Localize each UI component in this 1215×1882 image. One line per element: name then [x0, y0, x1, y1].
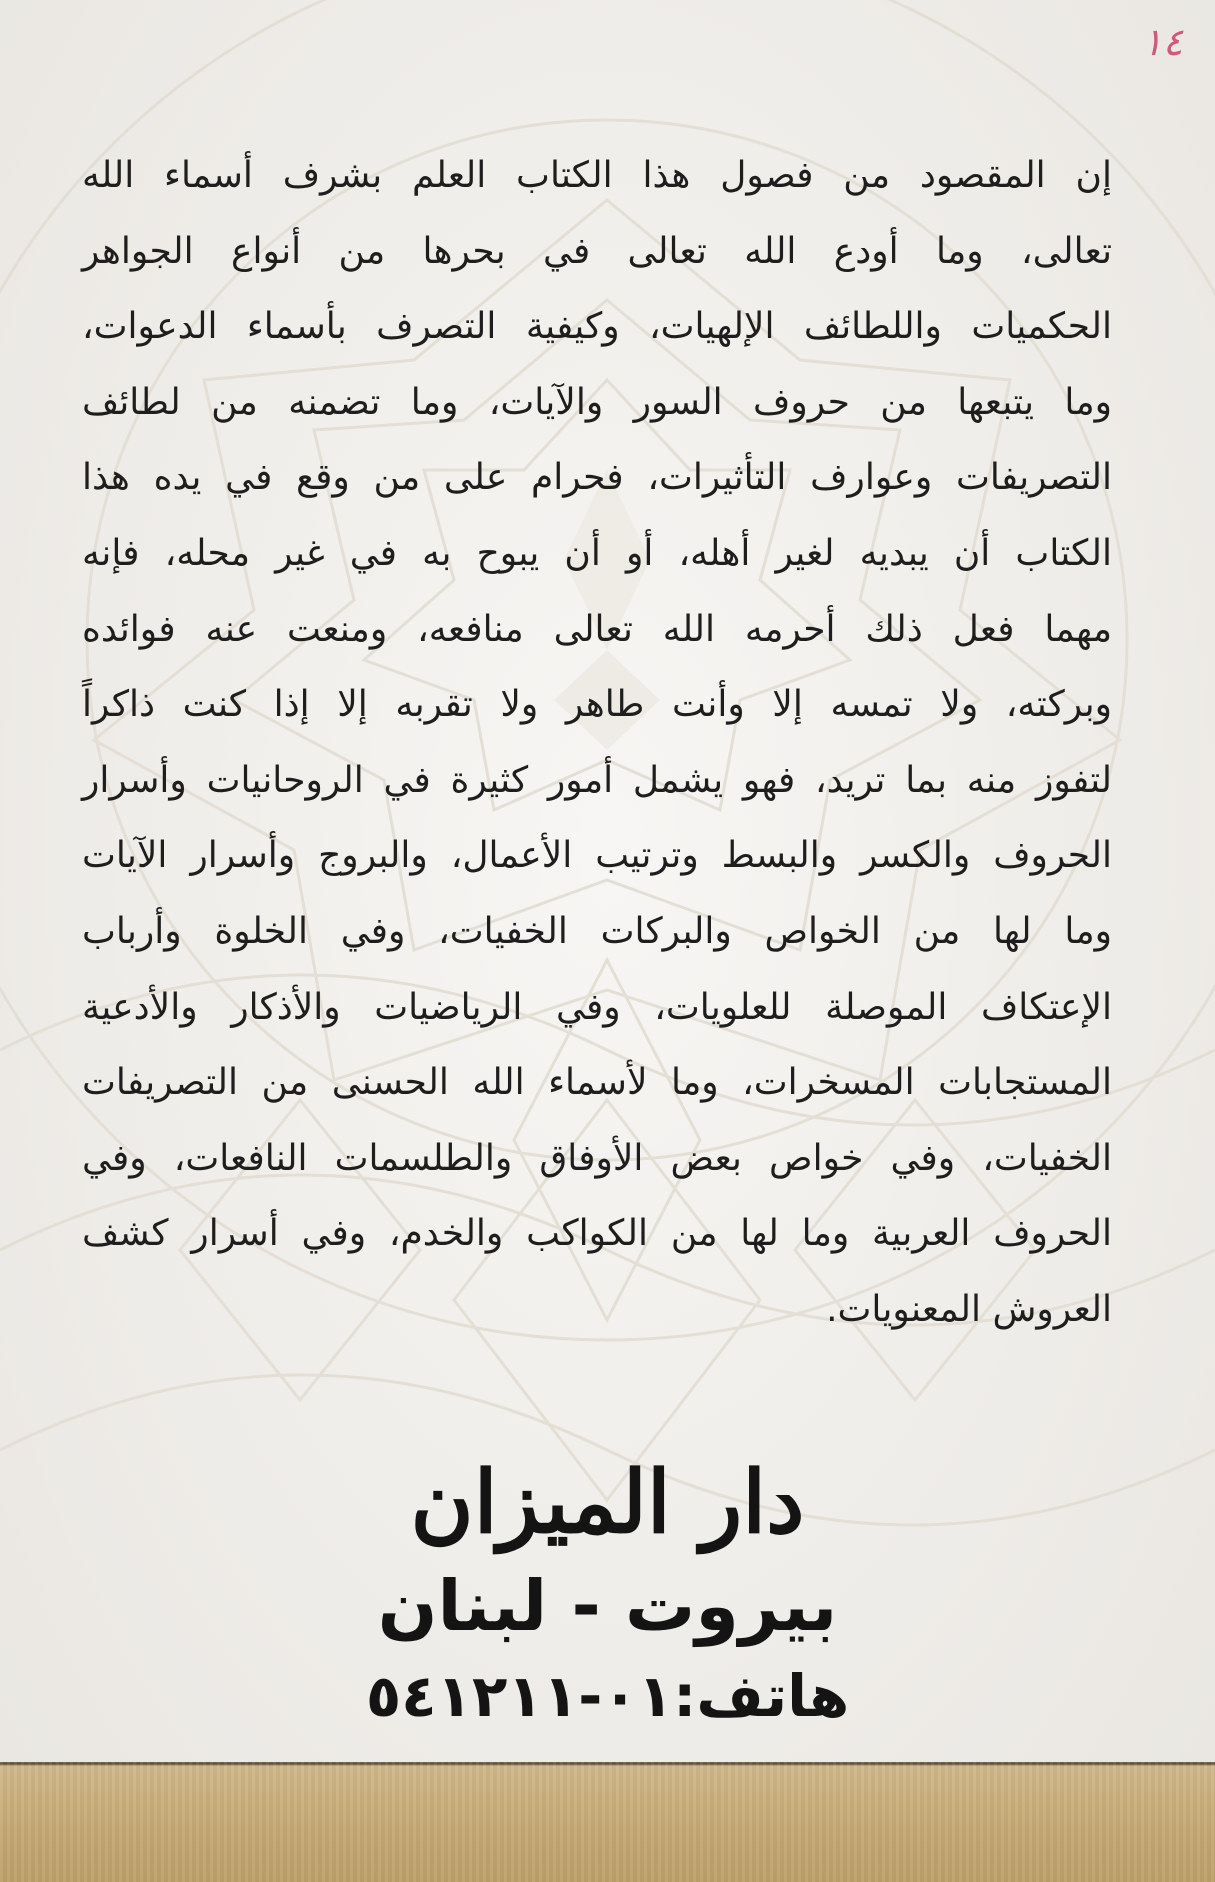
text-line: وما يتبعها من حروف السور والآيات، وما تضمنه من لطائف: [82, 381, 1112, 423]
text-line: التصريفات وعوارف التأثيرات، فحرام على من وقع في يده هذا: [82, 457, 1112, 499]
page-number: ١٤: [1142, 20, 1183, 64]
text-line: الحروف والكسر والبسط وترتيب الأعمال، والبروج وأسرار الآيات: [82, 835, 1112, 877]
text-line: الإعتكاف الموصلة للعلويات، وفي الرياضيات والأذكار والأدعية: [82, 986, 1112, 1028]
publisher-phone: هاتف:٠١-٥٤١٢١١: [365, 1662, 850, 1730]
text-line: مهما فعل ذلك أحرمه الله تعالى منافعه، ومنعت عنه فوائده: [82, 608, 1112, 650]
text-line: إن المقصود من فصول هذا الكتاب العلم بشرف أسماء الله: [82, 155, 1112, 196]
publisher-city: بيروت - لبنان: [377, 1565, 838, 1647]
text-line: الحكميات واللطائف الإلهيات، وكيفية التصرف بأسماء الدعوات،: [82, 306, 1112, 348]
text-line: العروش المعنويات.: [826, 1288, 1112, 1330]
text-line: الحروف العربية وما لها من الكواكب والخدم، وفي أسرار كشف: [82, 1213, 1112, 1255]
text-line: وما لها من الخواص والبركات الخفيات، وفي الخلوة وأرباب: [82, 910, 1112, 952]
publisher-name: دار الميزان: [410, 1452, 805, 1553]
text-line: المستجابات المسخرات، وما لأسماء الله الحسنى من التصريفات: [82, 1062, 1112, 1104]
text-line: وبركته، ولا تمسه إلا وأنت طاهر ولا تقربه إلا إذا كنت ذاكراً: [82, 684, 1112, 726]
text-line: الخفيات، وفي خواص بعض الأوفاق والطلسمات النافعات، وفي: [82, 1137, 1112, 1179]
gold-bottom-band: [0, 1762, 1215, 1882]
text-line: لتفوز منه بما تريد، فهو يشمل أمور كثيرة في الروحانيات وأسرار: [82, 759, 1112, 801]
body-paragraph: [82, 138, 1112, 1348]
text-line: تعالى، وما أودع الله تعالى في بحرها من أنواع الجواهر: [82, 230, 1112, 272]
text-line: الكتاب أن يبديه لغير أهله، أو أن يبوح به في غير محله، فإنه: [82, 532, 1112, 574]
publisher-block: [0, 1448, 1215, 1738]
